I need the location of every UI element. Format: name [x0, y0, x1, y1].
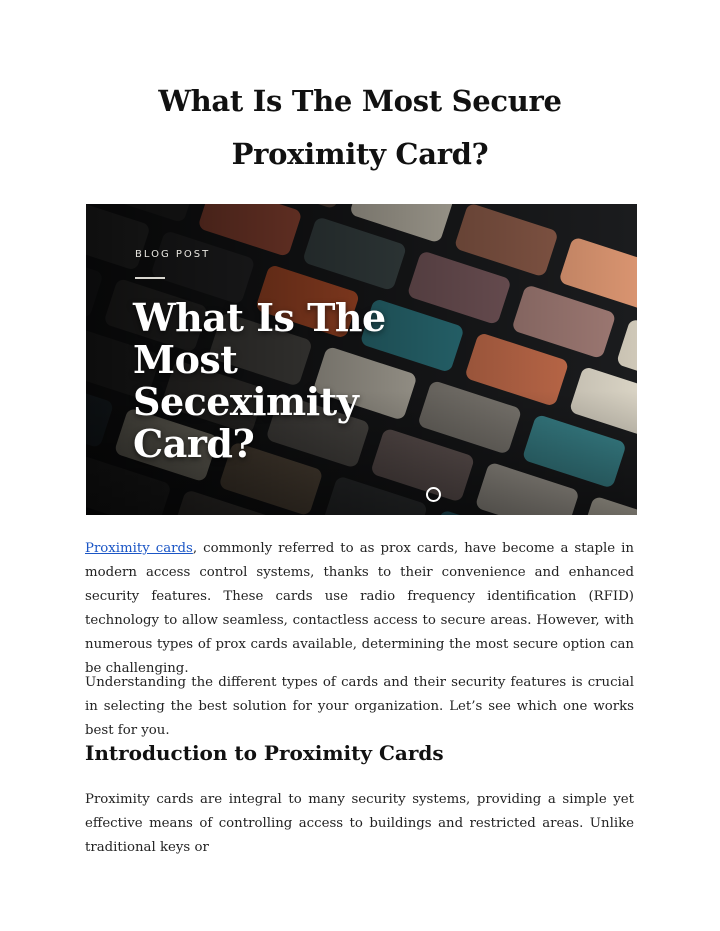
document-title-line-1: What Is The Most Secure [158, 84, 562, 118]
hero-title: What Is The Most Seceximity Card? [133, 295, 386, 466]
document-title-line-2: Proximity Card? [231, 137, 489, 171]
intro-text: , commonly referred to as prox cards, have become a staple in modern access control systems, thanks to their convenience and enhanced security features. These cards use radio frequency identification (RFID) technology to allow seamless, contactless access to secure areas. However, with numerous types of prox cards available, determining the most secure option can be challenging. [85, 541, 634, 676]
hero-label: BLOG POST [135, 249, 211, 260]
carousel-dot-icon[interactable] [426, 487, 441, 502]
section-heading: Introduction to Proximity Cards [85, 741, 444, 765]
hero-divider [135, 277, 165, 279]
paragraph-3: Proximity cards are integral to many security systems, providing a simple yet effective means of controlling access to buildings and restricted areas. Unlike traditional keys or [85, 792, 634, 855]
paragraph-2: Understanding the different types of cards and their security features is crucial in selecting the best solution for your organization. Let’s see which one works best for you. [85, 675, 634, 738]
intro-paragraph [85, 537, 634, 681]
proximity-cards-link[interactable]: Proximity cards [85, 541, 193, 556]
hero-image [86, 204, 637, 515]
